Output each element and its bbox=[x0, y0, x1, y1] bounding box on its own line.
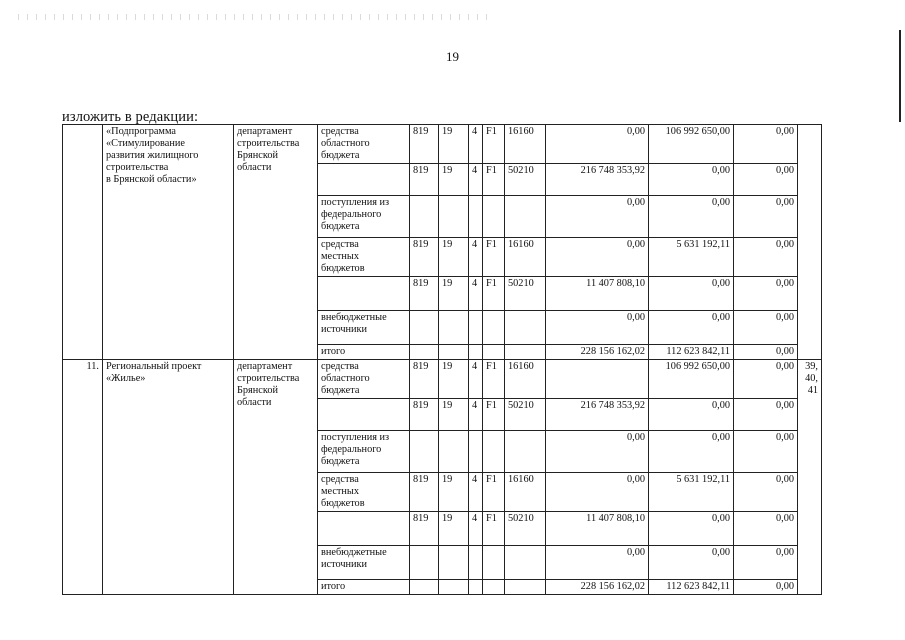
pr-cell: 4 bbox=[469, 125, 483, 164]
amount-2019: 216 748 353,92 bbox=[546, 399, 649, 431]
amount-2021: 0,00 bbox=[734, 311, 798, 345]
amount-2020: 0,00 bbox=[649, 431, 734, 473]
nr-cell: 16160 bbox=[505, 473, 546, 512]
amount-2019 bbox=[546, 360, 649, 399]
tsst-cell: F1 bbox=[483, 360, 505, 399]
amount-2021: 0,00 bbox=[734, 512, 798, 546]
amount-2021: 0,00 bbox=[734, 360, 798, 399]
source-label: средства областного бюджета bbox=[318, 360, 410, 399]
grbs-cell: 819 bbox=[410, 277, 439, 311]
source-label-continued bbox=[318, 512, 410, 546]
budget-table bbox=[62, 124, 822, 595]
amount-2019: 0,00 bbox=[546, 125, 649, 164]
row-index: 11. bbox=[63, 360, 103, 595]
nr-cell: 50210 bbox=[505, 399, 546, 431]
tsst-cell: F1 bbox=[483, 238, 505, 277]
tsst-cell: F1 bbox=[483, 399, 505, 431]
pr-cell: 4 bbox=[469, 164, 483, 196]
pr-cell: 4 bbox=[469, 473, 483, 512]
amount-2021: 0,00 bbox=[734, 125, 798, 164]
source-label: поступления из федерального бюджета bbox=[318, 196, 410, 238]
amount-2020: 5 631 192,11 bbox=[649, 473, 734, 512]
amount-2020: 0,00 bbox=[649, 311, 734, 345]
source-label: внебюджетные источники bbox=[318, 546, 410, 580]
amount-2020: 106 992 650,00 bbox=[649, 125, 734, 164]
indicator-refs: 39, 40, 41 bbox=[798, 360, 822, 595]
total-2019: 228 156 162,02 bbox=[546, 345, 649, 360]
tsst-cell: F1 bbox=[483, 125, 505, 164]
tsst-cell: F1 bbox=[483, 473, 505, 512]
page-number: 19 bbox=[446, 49, 459, 64]
tsst-cell: F1 bbox=[483, 277, 505, 311]
amount-2020: 5 631 192,11 bbox=[649, 238, 734, 277]
amount-2021: 0,00 bbox=[734, 196, 798, 238]
program-name: Региональный проект «Жилье» bbox=[103, 360, 234, 595]
grbs-cell: 819 bbox=[410, 399, 439, 431]
rz-cell: 19 bbox=[439, 125, 469, 164]
nr-cell: 16160 bbox=[505, 125, 546, 164]
pr-cell: 4 bbox=[469, 277, 483, 311]
table-row bbox=[63, 125, 822, 164]
grbs-cell: 819 bbox=[410, 473, 439, 512]
source-label-continued bbox=[318, 399, 410, 431]
amount-2021: 0,00 bbox=[734, 277, 798, 311]
row-index bbox=[63, 125, 103, 360]
nr-cell: 50210 bbox=[505, 277, 546, 311]
total-2021: 0,00 bbox=[734, 580, 798, 595]
amount-2019: 0,00 bbox=[546, 473, 649, 512]
rz-cell: 19 bbox=[439, 399, 469, 431]
total-2021: 0,00 bbox=[734, 345, 798, 360]
amount-2020: 0,00 bbox=[649, 512, 734, 546]
program-name: «Подпрограмма «Стимулирование развития жилищного строительства в Брянской области» bbox=[103, 125, 234, 360]
nr-cell: 16160 bbox=[505, 360, 546, 399]
pr-cell: 4 bbox=[469, 360, 483, 399]
table-row bbox=[63, 360, 822, 399]
source-label: средства местных бюджетов bbox=[318, 473, 410, 512]
amount-2021: 0,00 bbox=[734, 399, 798, 431]
nr-cell: 16160 bbox=[505, 238, 546, 277]
total-label: итого bbox=[318, 580, 410, 595]
indicator-refs bbox=[798, 125, 822, 360]
intro-text: изложить в редакции: bbox=[62, 109, 199, 125]
nr-cell: 50210 bbox=[505, 164, 546, 196]
amount-2019: 11 407 808,10 bbox=[546, 512, 649, 546]
rz-cell: 19 bbox=[439, 238, 469, 277]
amount-2020: 0,00 bbox=[649, 399, 734, 431]
source-label: средства областного бюджета bbox=[318, 125, 410, 164]
source-label: внебюджетные источники bbox=[318, 311, 410, 345]
nr-cell: 50210 bbox=[505, 512, 546, 546]
total-2020: 112 623 842,11 bbox=[649, 580, 734, 595]
rz-cell: 19 bbox=[439, 473, 469, 512]
scan-artifact bbox=[18, 14, 488, 20]
source-label-continued bbox=[318, 277, 410, 311]
amount-2019: 11 407 808,10 bbox=[546, 277, 649, 311]
total-2019: 228 156 162,02 bbox=[546, 580, 649, 595]
amount-2019: 216 748 353,92 bbox=[546, 164, 649, 196]
grbs-cell: 819 bbox=[410, 512, 439, 546]
amount-2021: 0,00 bbox=[734, 473, 798, 512]
tsst-cell: F1 bbox=[483, 164, 505, 196]
total-label: итого bbox=[318, 345, 410, 360]
amount-2021: 0,00 bbox=[734, 546, 798, 580]
amount-2019: 0,00 bbox=[546, 311, 649, 345]
amount-2019: 0,00 bbox=[546, 238, 649, 277]
executor: департамент строительства Брянской области bbox=[234, 125, 318, 360]
amount-2019: 0,00 bbox=[546, 546, 649, 580]
pr-cell: 4 bbox=[469, 238, 483, 277]
amount-2021: 0,00 bbox=[734, 431, 798, 473]
amount-2019: 0,00 bbox=[546, 431, 649, 473]
executor: департамент строительства Брянской области bbox=[234, 360, 318, 595]
amount-2021: 0,00 bbox=[734, 164, 798, 196]
grbs-cell: 819 bbox=[410, 360, 439, 399]
grbs-cell: 819 bbox=[410, 125, 439, 164]
rz-cell: 19 bbox=[439, 512, 469, 546]
amount-2020: 0,00 bbox=[649, 196, 734, 238]
amount-2019: 0,00 bbox=[546, 196, 649, 238]
amount-2021: 0,00 bbox=[734, 238, 798, 277]
grbs-cell: 819 bbox=[410, 164, 439, 196]
rz-cell: 19 bbox=[439, 277, 469, 311]
tsst-cell: F1 bbox=[483, 512, 505, 546]
source-label: поступления из федерального бюджета bbox=[318, 431, 410, 473]
rz-cell: 19 bbox=[439, 164, 469, 196]
pr-cell: 4 bbox=[469, 512, 483, 546]
amount-2020: 0,00 bbox=[649, 164, 734, 196]
page-edge-line bbox=[899, 30, 901, 122]
rz-cell: 19 bbox=[439, 360, 469, 399]
amount-2020: 0,00 bbox=[649, 546, 734, 580]
total-2020: 112 623 842,11 bbox=[649, 345, 734, 360]
source-label: средства местных бюджетов bbox=[318, 238, 410, 277]
amount-2020: 0,00 bbox=[649, 277, 734, 311]
amount-2020: 106 992 650,00 bbox=[649, 360, 734, 399]
pr-cell: 4 bbox=[469, 399, 483, 431]
grbs-cell: 819 bbox=[410, 238, 439, 277]
source-label-continued bbox=[318, 164, 410, 196]
